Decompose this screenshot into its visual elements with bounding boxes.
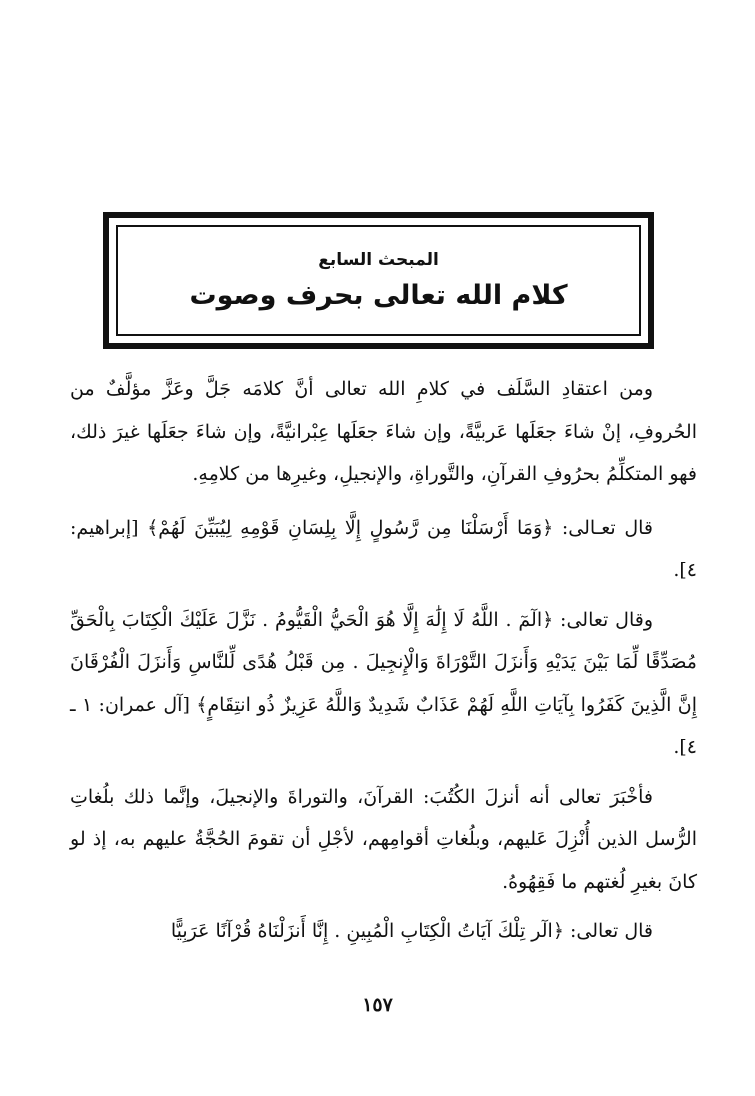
chapter-title-inner-frame: [116, 225, 641, 336]
paragraph-yusuf-verse: قال تعالى: ﴿الٓر تِلْكَ آيَاتُ الْكِتَابِ الْمُبِينِ . إِنَّا أَنزَلْنَاهُ قُرْآنًا عَرَبِيًّا: [170, 920, 653, 942]
paragraph-explanation: فأخْبَرَ تعالى أنه أنزلَ الكُتُبَ: القرآنَ، والتوراةَ والإنجيلَ، وإنَّما ذلك بلُغاتِ الرُّسل الذين أُنْزِلَ عَليهم، وبلُغاتِ أقوامِهم، لأجْلِ أن تقومَ الحُجَّةُ عليهم به، إذ لو كانَ بغيرِ لُغتهم ما فَقِهُوهُ.: [70, 785, 698, 893]
chapter-title: كلام الله تعالى بحرف وصوت: [189, 280, 568, 311]
chapter-label: المبحث السابع: [318, 250, 439, 270]
paragraph-creed: ومن اعتقادِ السَّلَف في كلامِ الله تعالى أنَّ كلامَه جَلَّ وعَزَّ مؤلَّفٌ من الحُروفِ، إنْ شاءَ جعَلَها عَربيَّةً، وإن شاءَ جعَلَها عِبْرانيَّةً، وإن شاءَ جعَلَها غيرَ ذلك، فهو المتكلِّمُ بحرُوفِ القرآنِ، والتَّوراةِ، والإنجيلِ، وغيرِها من كلامِهِ.: [70, 378, 697, 485]
body-text: [70, 368, 697, 960]
paragraph-ibrahim-verse: قال تعـالى: ﴿وَمَا أَرْسَلْنَا مِن رَّسُولٍ إِلَّا بِلِسَانِ قَوْمِهِ لِيُبَيِّنَ لَهُمْ﴾ [إبراهيم: ٤].: [70, 516, 697, 581]
paragraph-al-imran-verse: وقال تعالى: ﴿الٓمٓ . اللَّهُ لَا إِلَٰهَ إِلَّا هُوَ الْحَيُّ الْقَيُّومُ . نَزَّلَ عَلَيْكَ الْكِتَابَ بِالْحَقِّ مُصَدِّقًا لِّمَا بَيْنَ يَدَيْهِ وَأَنزَلَ التَّوْرَاةَ وَالْإِنجِيلَ . مِن قَبْلُ هُدًى لِّلنَّاسِ وَأَنزَلَ الْفُرْقَانَ إِنَّ الَّذِينَ كَفَرُوا بِآيَاتِ اللَّهِ لَهُمْ عَذَابٌ شَدِيدٌ وَاللَّهُ عَزِيزٌ ذُو انتِقَامٍ﴾ [آل عمران: ١ ـ ٤].: [70, 608, 697, 758]
page-number: ١٥٧: [362, 994, 393, 1016]
chapter-title-frame: [103, 212, 654, 349]
